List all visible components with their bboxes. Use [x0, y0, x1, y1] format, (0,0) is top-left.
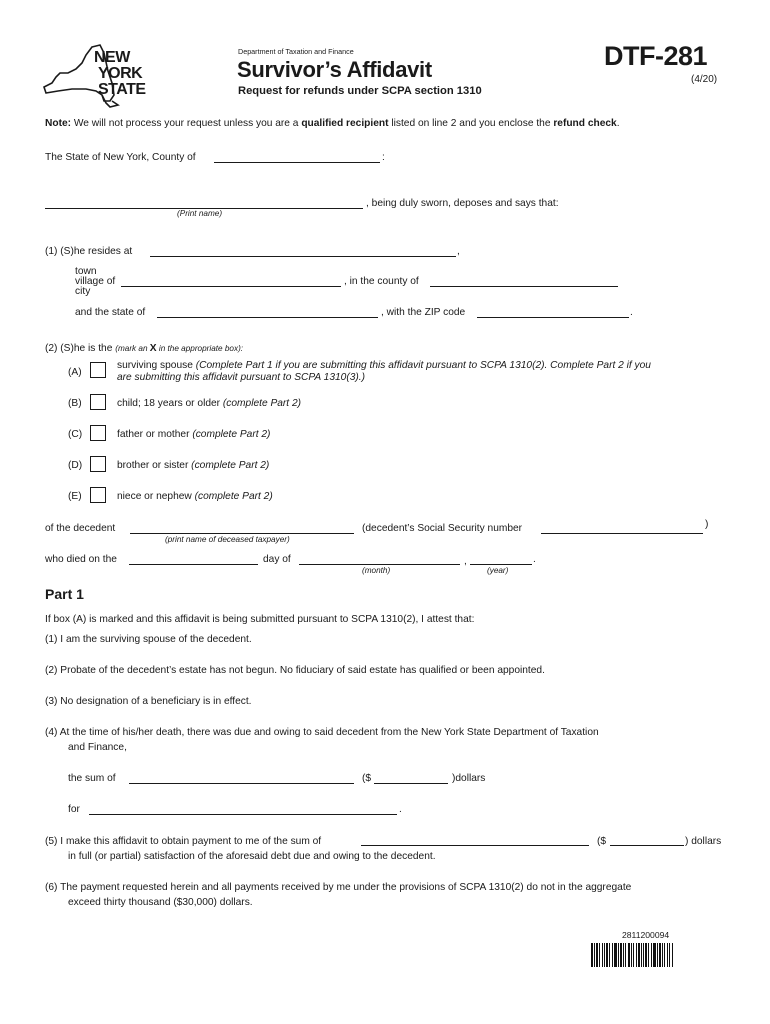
state-of-field[interactable]: [157, 317, 378, 318]
department-name: Department of Taxation and Finance: [238, 47, 354, 56]
option-e-letter: (E): [68, 491, 82, 502]
relationship-instruction-b: in the appropriate box):: [156, 344, 244, 353]
note-text-1: We will not process your request unless you are a: [71, 118, 302, 129]
resides-label: (1) (S)he resides at: [45, 246, 133, 257]
for-label: for: [68, 804, 80, 815]
decedent-ssn-close: ): [705, 519, 709, 530]
option-d-checkbox[interactable]: [90, 456, 106, 472]
item5-dollar-sign: ($: [597, 836, 607, 847]
option-d-letter: (D): [68, 460, 83, 471]
month-caption: (month): [362, 566, 391, 575]
state-county-label: The State of New York, County of: [45, 152, 196, 163]
relationship-label: (2) (S)he is the: [45, 343, 116, 354]
decedent-label: of the decedent: [45, 523, 116, 534]
sum-dollars-label: )dollars: [452, 773, 486, 784]
option-e-note: (complete Part 2): [194, 491, 273, 502]
item5-amount-field[interactable]: [610, 845, 684, 846]
relationship-instruction-x: X: [149, 343, 157, 354]
death-period: .: [533, 554, 536, 565]
option-a-label: surviving spouse: [117, 360, 196, 371]
part1-item4-line2: and Finance,: [68, 742, 127, 753]
death-comma: ,: [464, 556, 467, 567]
relationship-instruction-a: (mark an: [115, 344, 150, 353]
part1-item5-line2: in full (or partial) satisfaction of the aforesaid debt due and owing to the decedent.: [68, 851, 436, 862]
part1-item5-line1: (5) I make this affidavit to obtain payment to me of the sum of: [45, 836, 322, 847]
year-caption: (year): [487, 566, 509, 575]
day-of-label: day of: [263, 554, 291, 565]
option-c-note: (complete Part 2): [192, 429, 271, 440]
logo-text-york: YORK: [98, 65, 143, 82]
barcode-number: 2811200094: [622, 930, 670, 940]
part1-item6-line2: exceed thirty thousand ($30,000) dollars.: [68, 897, 253, 908]
county-of-field[interactable]: [430, 286, 618, 287]
decedent-name-field[interactable]: [130, 533, 354, 534]
address-comma: ,: [457, 246, 460, 257]
option-c-text: [117, 429, 270, 440]
sum-label: the sum of: [68, 773, 116, 784]
option-d-label: brother or sister: [117, 460, 192, 471]
state-of-label: and the state of: [75, 307, 146, 318]
county-field[interactable]: [214, 162, 380, 163]
address-field[interactable]: [150, 256, 456, 257]
part1-item6-line1: (6) The payment requested herein and all payments received by me under the provisions of SCPA 1310(2) do not in the aggregate: [45, 882, 632, 893]
sum-dollar-sign: ($: [362, 773, 372, 784]
option-b-note: (complete Part 2): [222, 398, 302, 409]
note-line: [45, 118, 620, 129]
print-name-caption: (Print name): [177, 209, 223, 218]
nys-logo: [42, 43, 152, 113]
option-b-label: child; 18 years or older: [117, 398, 223, 409]
option-e-label: niece or nephew: [117, 491, 195, 502]
option-c-label: father or mother: [117, 429, 193, 440]
death-year-field[interactable]: [470, 564, 532, 565]
town-label: town: [75, 266, 97, 277]
item5-dollars-label: ) dollars: [685, 836, 722, 847]
for-field[interactable]: [89, 814, 397, 815]
option-e-text: [117, 491, 273, 502]
option-a-checkbox[interactable]: [90, 362, 106, 378]
option-d-note: (complete Part 2): [191, 460, 270, 471]
county-of-label: , in the county of: [344, 276, 419, 287]
option-a-letter: (A): [68, 367, 82, 378]
option-b-checkbox[interactable]: [90, 394, 106, 410]
death-day-field[interactable]: [129, 564, 258, 565]
option-a-note-2: are submitting this affidavit pursuant to SCPA 1310(3).): [117, 372, 366, 383]
part1-item3: (3) No designation of a beneficiary is in effect.: [45, 696, 252, 707]
city-label: city: [75, 286, 91, 297]
option-a-text: [117, 360, 651, 371]
zip-label: , with the ZIP code: [381, 307, 466, 318]
note-bold-2: refund check: [553, 118, 617, 129]
note-label: Note:: [45, 118, 72, 129]
option-c-checkbox[interactable]: [90, 425, 106, 441]
option-a-note: (Complete Part 1 if you are submitting this affidavit pursuant to SCPA 1310(2). Complete Part 2 if you: [195, 360, 651, 371]
state-county-colon: :: [382, 152, 385, 163]
relationship-line: [45, 343, 243, 354]
logo-text-new: NEW: [94, 49, 130, 66]
decedent-ssn-field[interactable]: [541, 533, 703, 534]
part1-item4-line1: (4) At the time of his/her death, there was due and owing to said decedent from the New York State Department of Taxation: [45, 727, 599, 738]
note-text-3: .: [616, 118, 620, 129]
zip-field[interactable]: [477, 317, 629, 318]
logo-text-state: STATE: [98, 81, 146, 98]
item5-sum-words-field[interactable]: [361, 845, 589, 846]
death-month-field[interactable]: [299, 564, 460, 565]
form-revision: (4/20): [691, 74, 718, 85]
village-label: village of: [75, 276, 116, 287]
note-text-2: listed on line 2 and you enclose the: [388, 118, 554, 129]
option-d-text: [117, 460, 269, 471]
option-b-letter: (B): [68, 398, 82, 409]
decedent-name-caption: (print name of deceased taxpayer): [165, 535, 290, 544]
died-label: who died on the: [45, 554, 117, 565]
decedent-ssn-label: (decedent’s Social Security number: [362, 523, 523, 534]
sworn-text: , being duly sworn, deposes and says that:: [366, 198, 559, 209]
part1-title: Part 1: [45, 586, 84, 602]
form-subtitle: Request for refunds under SCPA section 1310: [238, 85, 482, 97]
form-number: DTF-281: [604, 41, 708, 71]
for-period: .: [399, 804, 402, 815]
zip-period: .: [630, 307, 633, 318]
sum-amount-field[interactable]: [374, 783, 448, 784]
part1-intro: If box (A) is marked and this affidavit is being submitted pursuant to SCPA 1310(2), I attest that:: [45, 614, 475, 625]
sum-words-field[interactable]: [129, 783, 354, 784]
form-title: Survivor’s Affidavit: [237, 57, 432, 82]
option-c-letter: (C): [68, 429, 83, 440]
part1-item1: (1) I am the surviving spouse of the decedent.: [45, 634, 252, 645]
note-bold-1: qualified recipient: [301, 118, 389, 129]
barcode-stripe: [673, 943, 674, 967]
village-field[interactable]: [121, 286, 341, 287]
barcode: [591, 943, 723, 967]
part1-item2: (2) Probate of the decedent’s estate has not begun. No fiduciary of said estate has qualified or been appointed.: [45, 665, 545, 676]
option-b-text: [117, 398, 301, 409]
option-e-checkbox[interactable]: [90, 487, 106, 503]
